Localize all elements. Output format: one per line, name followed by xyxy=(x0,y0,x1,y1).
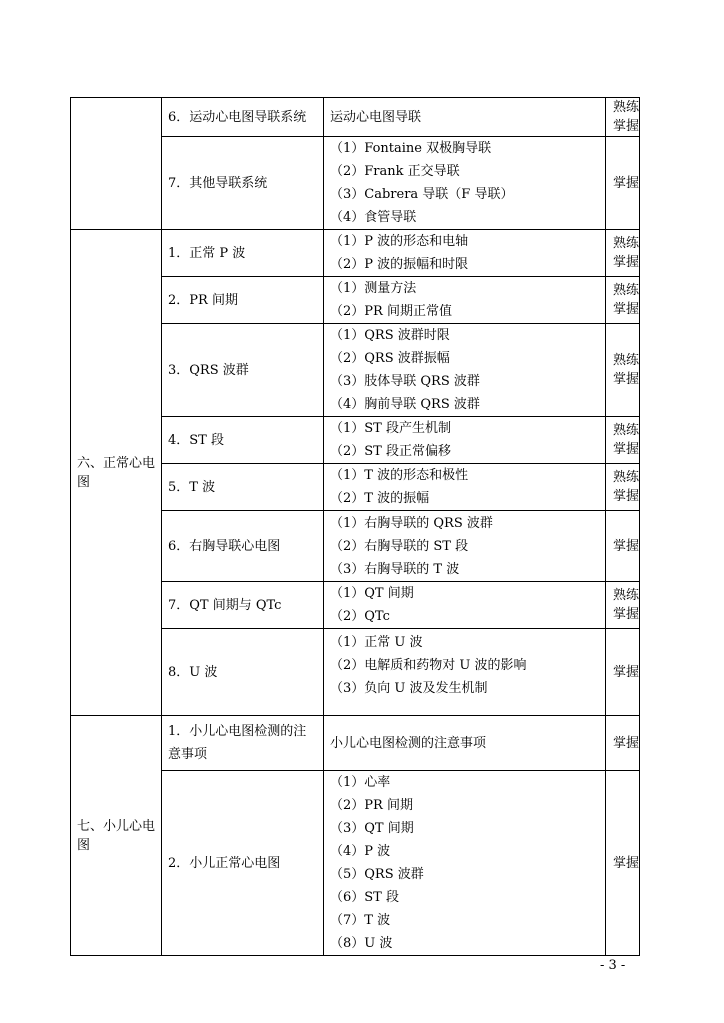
content-cell xyxy=(324,277,606,324)
level-text: 掌握 xyxy=(612,855,639,871)
level-cell xyxy=(606,716,640,771)
content-item: （1）QT 间期 xyxy=(330,586,414,601)
level-text: 掌握 xyxy=(612,735,639,751)
topic-cell: 2．PR 间期 xyxy=(162,277,324,324)
content-item: （2）QRS 波群振幅 xyxy=(330,351,450,366)
level-text: 熟练掌握 xyxy=(612,236,639,270)
content-item: （1）T 波的形态和极性 xyxy=(330,468,469,483)
page-number: - 3 - xyxy=(600,958,626,973)
content-item: （3）右胸导联的 T 波 xyxy=(330,561,460,577)
content-item: （1）心率 xyxy=(330,775,391,790)
content-item: （1）QRS 波群时限 xyxy=(330,328,450,343)
content-cell xyxy=(324,582,606,629)
level-cell xyxy=(606,511,640,582)
content-item: （1）测量方法 xyxy=(330,281,417,296)
content-item: 运动心电图导联 xyxy=(330,109,422,125)
syllabus-table xyxy=(70,97,640,956)
content-cell xyxy=(324,629,606,716)
content-cell xyxy=(324,324,606,417)
topic-cell: 2．小儿正常心电图 xyxy=(162,771,324,956)
content-cell xyxy=(324,511,606,582)
content-item: （1）P 波的形态和电轴 xyxy=(330,234,469,249)
content-item: （8）U 波 xyxy=(330,936,393,951)
content-item: （3）Cabrera 导联（F 导联） xyxy=(330,187,514,202)
level-text: 熟练掌握 xyxy=(612,470,639,504)
content-item: （2）T 波的振幅 xyxy=(330,491,430,506)
content-item: （2）ST 段正常偏移 xyxy=(330,444,451,459)
level-text: 熟练掌握 xyxy=(612,283,639,317)
content-item: （7）T 波 xyxy=(330,913,391,928)
content-item: （3）肢体导联 QRS 波群 xyxy=(330,374,480,389)
content-cell xyxy=(324,230,606,277)
content-cell xyxy=(324,464,606,511)
content-item: （6）ST 段 xyxy=(330,890,399,905)
content-cell xyxy=(324,98,606,137)
content-item: （4）胸前导联 QRS 波群 xyxy=(330,397,480,412)
level-text: 掌握 xyxy=(612,538,639,554)
table-row xyxy=(71,716,640,771)
level-cell xyxy=(606,417,640,464)
content-item: （2）Frank 正交导联 xyxy=(330,164,460,179)
level-text: 熟练掌握 xyxy=(612,100,639,134)
level-cell xyxy=(606,464,640,511)
level-cell xyxy=(606,629,640,716)
content-item: （4）食管导联 xyxy=(330,210,417,225)
content-item: （2）PR 间期正常值 xyxy=(330,304,452,319)
level-text: 掌握 xyxy=(612,175,639,191)
level-cell xyxy=(606,230,640,277)
level-text: 掌握 xyxy=(612,664,639,680)
content-cell xyxy=(324,771,606,956)
content-item: （2）PR 间期 xyxy=(330,798,413,813)
content-item: （1）右胸导联的 QRS 波群 xyxy=(330,515,493,531)
content-item: （3）负向 U 波及发生机制 xyxy=(330,681,488,696)
table-row xyxy=(71,98,640,137)
level-text: 熟练掌握 xyxy=(612,588,639,622)
content-item: （1）正常 U 波 xyxy=(330,635,423,650)
level-text: 熟练掌握 xyxy=(612,353,639,387)
content-cell xyxy=(324,417,606,464)
content-item: （2）右胸导联的 ST 段 xyxy=(330,538,469,554)
section-cell xyxy=(71,98,162,230)
level-cell xyxy=(606,582,640,629)
level-cell xyxy=(606,771,640,956)
content-cell xyxy=(324,137,606,230)
content-item: （2）电解质和药物对 U 波的影响 xyxy=(330,658,527,673)
content-item: （3）QT 间期 xyxy=(330,821,414,836)
topic-cell: 6．右胸导联心电图 xyxy=(162,511,324,582)
table-row xyxy=(71,230,640,277)
content-item: （1）ST 段产生机制 xyxy=(330,421,451,436)
topic-cell: 3．QRS 波群 xyxy=(162,324,324,417)
level-cell xyxy=(606,324,640,417)
content-item: （2）P 波的振幅和时限 xyxy=(330,257,469,272)
level-text: 熟练掌握 xyxy=(612,423,639,457)
content-item: 小儿心电图检测的注意事项 xyxy=(330,735,487,751)
topic-cell: 8．U 波 xyxy=(162,629,324,716)
section-cell: 六、正常心电图 xyxy=(71,230,162,716)
level-cell xyxy=(606,137,640,230)
level-cell xyxy=(606,98,640,137)
topic-cell: 5．T 波 xyxy=(162,464,324,511)
content-cell xyxy=(324,716,606,771)
topic-cell: 1．小儿心电图检测的注意事项 xyxy=(162,716,324,771)
content-item: （4）P 波 xyxy=(330,844,391,859)
section-cell: 七、小儿心电图 xyxy=(71,716,162,956)
topic-cell: 7．其他导联系统 xyxy=(162,137,324,230)
content-item: （1）Fontaine 双极胸导联 xyxy=(330,141,492,156)
content-item: （5）QRS 波群 xyxy=(330,867,424,882)
content-item: （2）QTc xyxy=(330,609,390,624)
topic-cell: 1．正常 P 波 xyxy=(162,230,324,277)
level-cell xyxy=(606,277,640,324)
topic-cell: 7．QT 间期与 QTc xyxy=(162,582,324,629)
topic-cell: 6．运动心电图导联系统 xyxy=(162,98,324,137)
topic-cell: 4．ST 段 xyxy=(162,417,324,464)
